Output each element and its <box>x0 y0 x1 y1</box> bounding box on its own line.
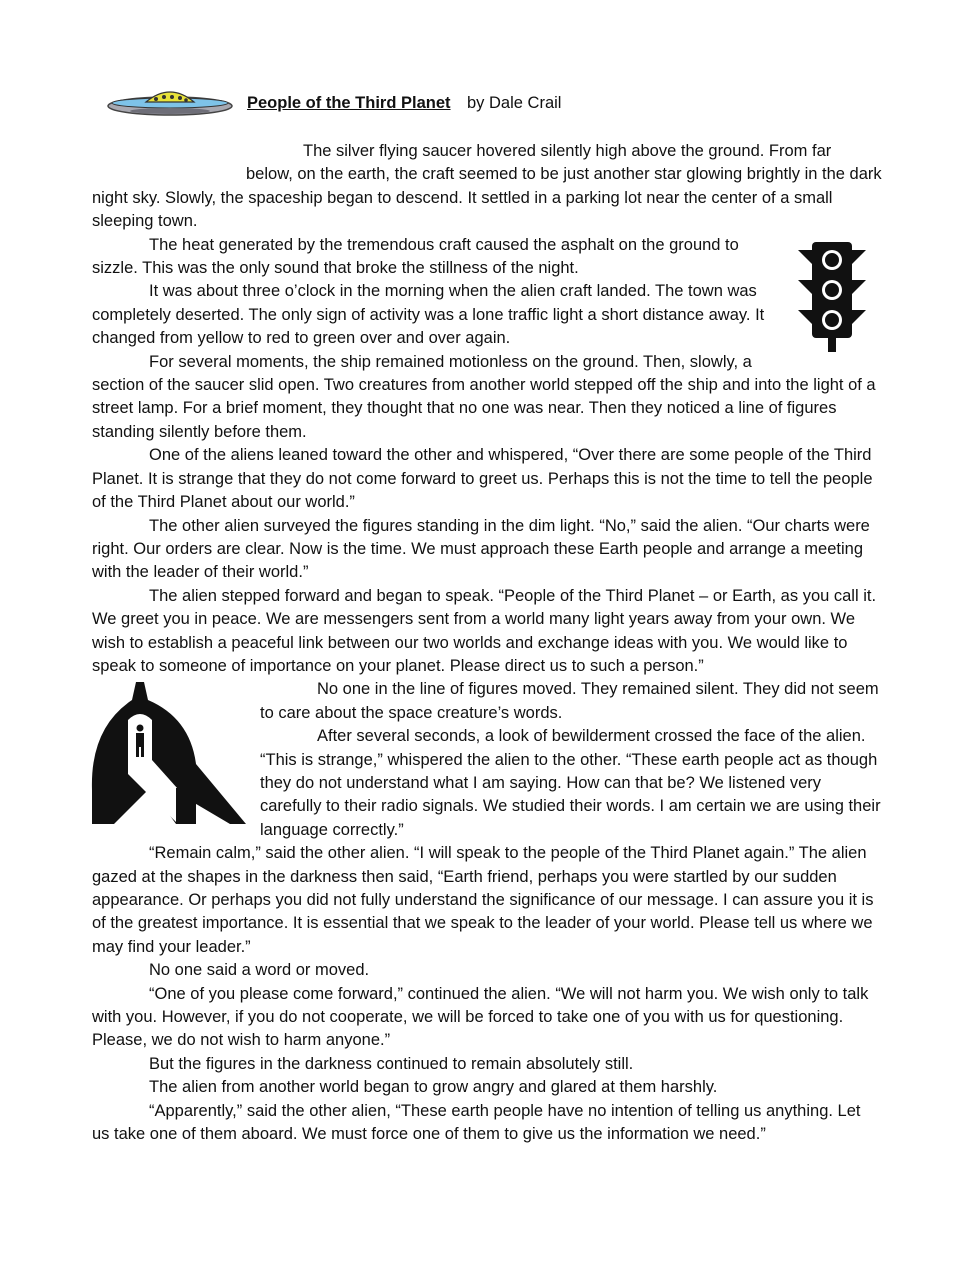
paragraph: It was about three o’clock in the morning when the alien craft landed. The town was completely deserted. The only sign of activity was a lone traffic light a short distance away. It changed from yellow to red to green over and over again. <box>92 282 765 348</box>
paragraph: The alien stepped forward and began to speak. “People of the Third Planet – or Earth, as you call it. We greet you in peace. We are messengers sent from a world many light years away from your own. We wish to establish a peaceful link between our two worlds and exchange ideas with you. We would like to speak to someone of importance on your planet. Please direct us to such a person.” <box>92 586 877 675</box>
story-body <box>92 140 882 1146</box>
story-byline: by Dale Crail <box>467 94 562 112</box>
paragraph: “Apparently,” said the other alien, “These earth people have no intention of telling us anything. Let us take one of them aboard. We must force one of them to give us the information we need.” <box>92 1101 861 1144</box>
traffic-light-icon <box>792 236 872 352</box>
paragraph: After several seconds, a look of bewilderment crossed the face of the alien. “This is strange,” whispered the alien to the other. “These earth people act as though they do not understand what I am saying. How can that be? We listened very carefully to their radio signals. We studied their words. I am certain we are using their language correctly.” <box>260 727 881 839</box>
paragraph: No one in the line of figures moved. They remained silent. They did not seem to care about the space creature’s words. <box>260 680 879 722</box>
flying-saucer-icon <box>106 86 234 122</box>
paragraph: The alien from another world began to grow angry and glared at them harshly. <box>149 1078 718 1097</box>
paragraph: “One of you please come forward,” continued the alien. “We will not harm you. We wish only to talk with you. However, if you do not cooperate, we will be forced to take one of you with us for questioning. Please, we do not wish to harm anyone.” <box>92 984 869 1050</box>
story-title: People of the Third Planet <box>247 94 451 112</box>
spaceship-icon <box>90 678 250 828</box>
paragraph: The heat generated by the tremendous craft caused the asphalt on the ground to sizzle. This was the only sound that broke the stillness of the night. <box>92 235 739 278</box>
paragraph: The silver flying saucer hovered silently high above the ground. From far below, on the earth, the craft seemed to be just another star glowing brightly in the dark night sky. Slowly, the spaceship began to descend. It settled in a parking lot near the center of a small sleeping town. <box>92 142 882 231</box>
paragraph: But the figures in the darkness continued to remain absolutely still. <box>149 1054 634 1073</box>
paragraph: “Remain calm,” said the other alien. “I will speak to the people of the Third Planet again.” The alien gazed at the shapes in the darkness then said, “Earth friend, perhaps you were startled by our sudden appearance. Or perhaps you did not fully understand the significance of our message. I can assure you it is of the greatest importance. It is essential that we speak to the leader of your world. Please tell us where we may find your leader.” <box>92 844 874 956</box>
paragraph: One of the aliens leaned toward the other and whispered, “Over there are some people of the Third Planet. It is strange that they do not come forward to greet us. Perhaps this is not the time to tell the people of the Third Planet about our world.” <box>92 446 873 512</box>
paragraph: For several moments, the ship remained motionless on the ground. Then, slowly, a section of the saucer slid open. Two creatures from another world stepped off the ship and into the light of a street lamp. For a brief moment, they thought that no one was near. Then they noticed a line of figures standing silently before them. <box>92 352 876 441</box>
paragraph: No one said a word or moved. <box>149 961 370 980</box>
paragraph: The other alien surveyed the figures standing in the dim light. “No,” said the alien. “Our charts were right. Our orders are clear. Now is the time. We must approach these Earth people and arrange a meeting with the leader of their world.” <box>92 516 870 582</box>
